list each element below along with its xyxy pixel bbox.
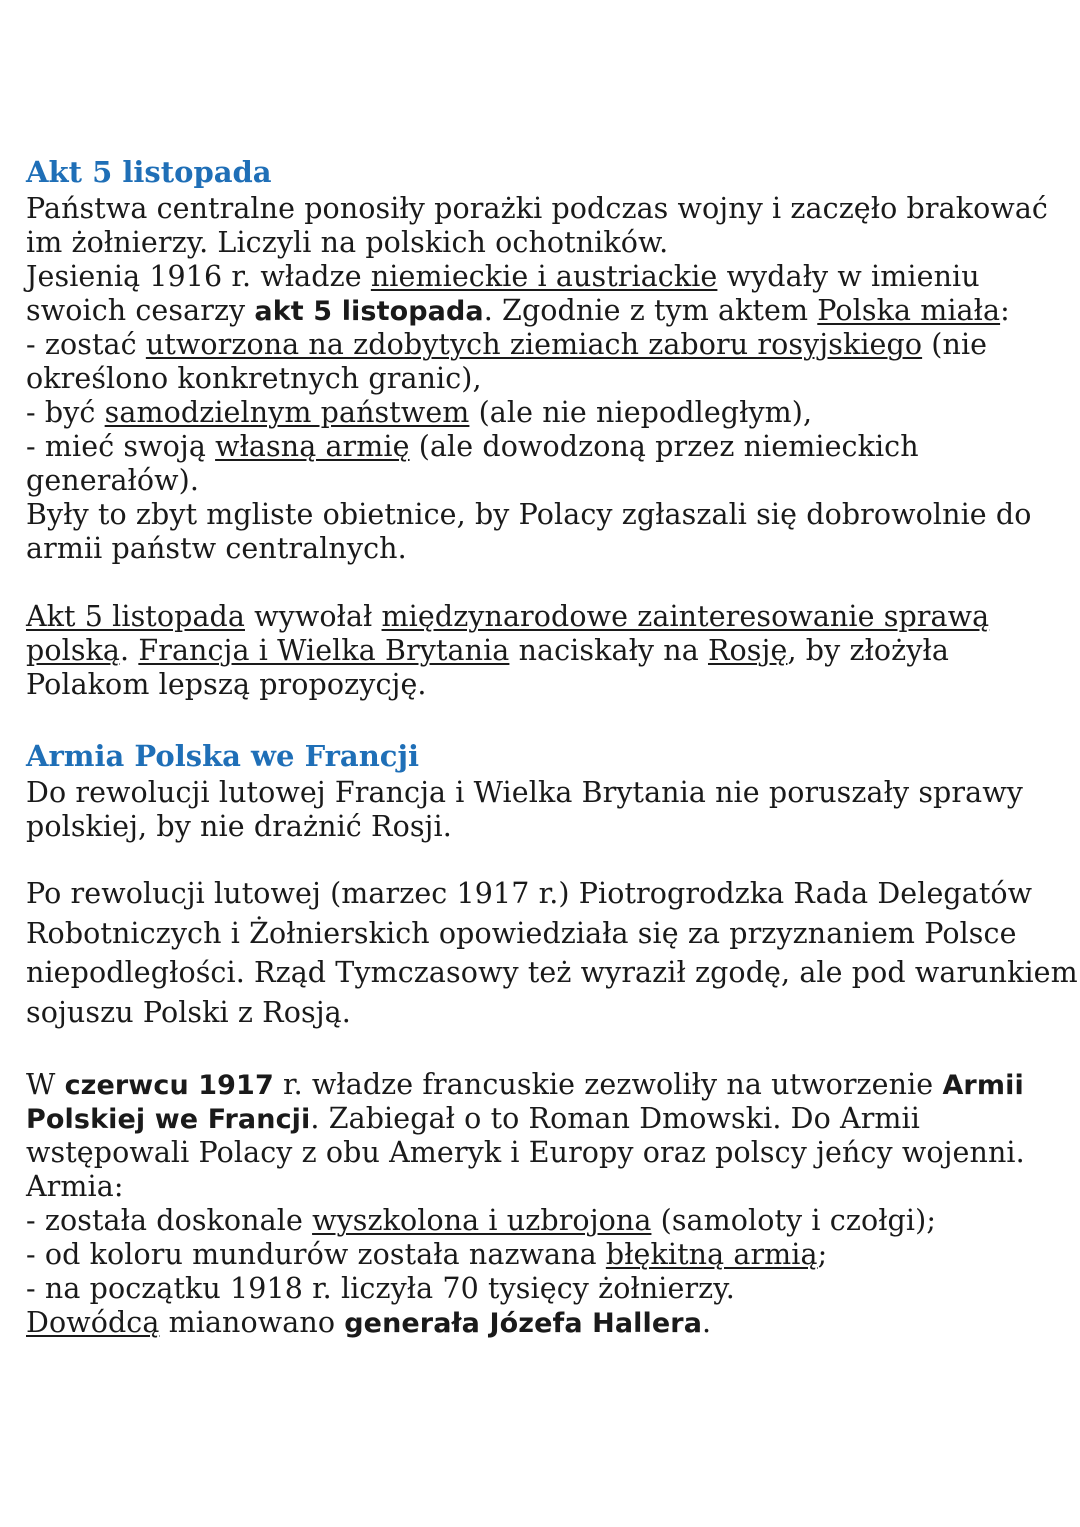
paragraph-line: Do rewolucji lutowej Francja i Wielka Brytania nie poruszały sprawy — [26, 776, 1023, 809]
underlined-text: samodzielnym państwem — [104, 396, 470, 429]
underlined-text: Dowódcą — [26, 1306, 160, 1339]
underlined-text: własną armię — [215, 430, 410, 463]
text-span: - mieć swoją — [26, 430, 216, 463]
paragraph-line: Polakom lepszą propozycję. — [26, 668, 427, 701]
paragraph-line: niepodległości. Rząd Tymczasowy też wyraził zgodę, ale pod warunkiem — [26, 956, 1078, 989]
paragraph-line: polskiej, by nie drażnić Rosji. — [26, 810, 452, 843]
bold-text: czerwcu 1917 — [64, 1070, 274, 1101]
text-span: ; — [817, 1238, 828, 1271]
text-span: - zostać — [26, 328, 146, 361]
paragraph-gap — [26, 702, 1066, 736]
text-span: . — [702, 1306, 712, 1339]
text-span: . Zabiegał o to Roman Dmowski. Do Armii — [310, 1102, 920, 1135]
bold-text: generała Józefa Hallera — [344, 1308, 703, 1339]
text-span: r. władze francuskie zezwoliły na utworzenie — [273, 1068, 943, 1101]
text-span: (nie — [922, 328, 988, 361]
text-span: mianowano — [159, 1306, 345, 1339]
paragraph-line — [26, 294, 1066, 328]
document-body — [26, 152, 1078, 1340]
bold-text: Polskiej we Francji — [26, 1104, 311, 1135]
paragraph-line: sojuszu Polski z Rosją. — [26, 995, 351, 1029]
list-item — [26, 1238, 1066, 1272]
text-span: - być — [26, 396, 105, 429]
text-span: wydały w imieniu — [717, 260, 980, 293]
paragraph-line — [26, 1102, 1066, 1136]
list-item: - na początku 1918 r. liczyła 70 tysięcy żołnierzy. — [26, 1272, 735, 1305]
paragraph-line — [26, 260, 1066, 294]
underlined-text: Polska miała — [817, 294, 1001, 327]
paragraph-line: Armia: — [26, 1170, 124, 1203]
bold-text: akt 5 listopada — [254, 296, 484, 327]
paragraph-gap — [26, 1032, 1066, 1068]
paragraph-gap — [26, 566, 1066, 600]
underlined-text: międzynarodowe zainteresowanie sprawą — [381, 600, 990, 633]
paragraph-line: Po rewolucji lutowej (marzec 1917 r.) Piotrogrodzka Rada Delegatów — [26, 877, 1033, 910]
section-heading-armia: Armia Polska we Francji — [26, 739, 419, 773]
underlined-text: Akt 5 listopada — [26, 600, 245, 633]
paragraph-line: generałów). — [26, 464, 200, 497]
paragraph-line: wstępowali Polacy z obu Ameryk i Europy oraz polscy jeńcy wojenni. — [26, 1136, 1025, 1169]
underlined-text: wyszkolona i uzbrojona — [312, 1204, 652, 1237]
list-item — [26, 396, 1066, 430]
section-heading-akt: Akt 5 listopada — [26, 155, 272, 189]
underlined-text: Francja i Wielka Brytania — [138, 634, 510, 667]
paragraph-line: armii państw centralnych. — [26, 532, 407, 565]
paragraph-line — [26, 634, 1066, 668]
text-span: wywołał — [245, 600, 382, 633]
paragraph-line: im żołnierzy. Liczyli na polskich ochotników. — [26, 226, 669, 259]
underlined-text: Rosję — [707, 634, 788, 667]
text-span: naciskały na — [509, 634, 708, 667]
underlined-text: polską — [26, 634, 121, 667]
text-span: . Zgodnie z tym aktem — [483, 294, 818, 327]
text-span: (ale dowodzoną przez niemieckich — [409, 430, 919, 463]
text-span: , by złożyła — [787, 634, 949, 667]
paragraph-gap — [26, 844, 1066, 874]
underlined-text: utworzona na zdobytych ziemiach zaboru rosyjskiego — [145, 328, 923, 361]
underlined-text: błękitną armią — [605, 1238, 818, 1271]
bold-text: Armii — [942, 1070, 1024, 1101]
paragraph-line: Robotniczych i Żołnierskich opowiedziała się za przyznaniem Polsce — [26, 916, 1017, 950]
text-span: - od koloru mundurów została nazwana — [26, 1238, 606, 1271]
paragraph-line — [26, 600, 1066, 634]
text-span: swoich cesarzy — [26, 294, 255, 327]
text-span: : — [1000, 294, 1010, 327]
list-item — [26, 1204, 1066, 1238]
text-span: W — [26, 1068, 65, 1101]
paragraph-line: Były to zbyt mgliste obietnice, by Polacy zgłaszali się dobrowolnie do — [26, 498, 1032, 531]
text-span: (samoloty i czołgi); — [651, 1204, 937, 1237]
paragraph-line — [26, 1068, 1066, 1102]
list-item — [26, 430, 1066, 464]
paragraph-line: określono konkretnych granic), — [26, 362, 482, 395]
text-span: - została doskonale — [26, 1204, 313, 1237]
paragraph-line: Państwa centralne ponosiły porażki podczas wojny i zaczęło brakować — [26, 192, 1048, 225]
paragraph-line — [26, 1306, 1066, 1340]
text-span: . — [120, 634, 139, 667]
text-span: Jesienią 1916 r. władze — [26, 260, 371, 293]
underlined-text: niemieckie i austriackie — [370, 260, 718, 293]
list-item — [26, 328, 1066, 362]
text-span: (ale nie niepodległym), — [469, 396, 813, 429]
